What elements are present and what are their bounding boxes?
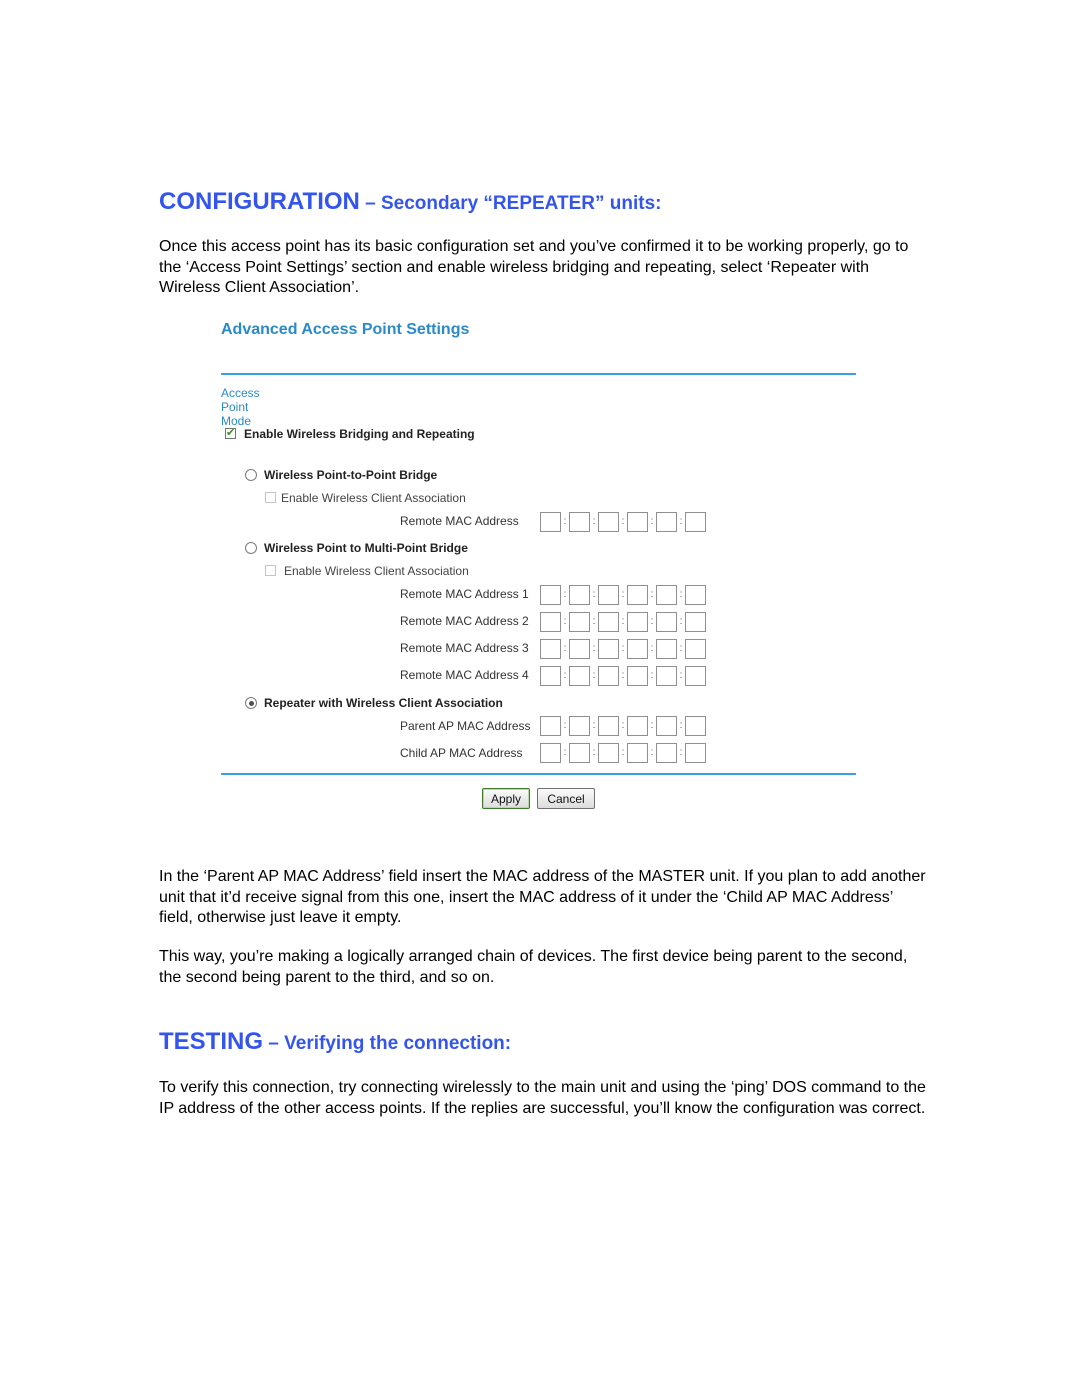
- heading-main: CONFIGURATION: [159, 188, 360, 215]
- p2p-client-assoc-checkbox[interactable]: [265, 492, 276, 503]
- testing-paragraph: To verify this connection, try connecting wirelessly to the main unit and using the ‘ping’ DOS command to the IP address of the other access points. If the replies are successful, you’ll know the configuration was correct.: [159, 1079, 926, 1117]
- testing-heading-sub: – Verifying the connection:: [263, 1033, 512, 1054]
- parent-ap-mac-input[interactable]: : : : : :: [540, 715, 710, 737]
- heading-sub: – Secondary “REPEATER” units:: [359, 193, 662, 214]
- enable-bridging-checkbox[interactable]: [225, 428, 236, 439]
- cancel-button[interactable]: Cancel: [537, 788, 595, 809]
- remote-mac-4-label: Remote MAC Address 4: [400, 668, 529, 682]
- p2mp-client-assoc-checkbox[interactable]: [265, 565, 276, 576]
- configuration-heading: [159, 188, 661, 216]
- child-ap-mac-label: Child AP MAC Address: [400, 746, 523, 760]
- parent-ap-mac-label: Parent AP MAC Address: [400, 719, 531, 733]
- enable-bridging-label: Enable Wireless Bridging and Repeating: [244, 427, 475, 441]
- remote-mac-3-input[interactable]: : : : : :: [540, 638, 710, 660]
- remote-mac-1-label: Remote MAC Address 1: [400, 587, 529, 601]
- repeater-radio[interactable]: [245, 697, 257, 709]
- remote-mac-2-label: Remote MAC Address 2: [400, 614, 529, 628]
- p2p-remote-mac-label: Remote MAC Address: [400, 514, 519, 528]
- p2p-client-assoc-label: Enable Wireless Client Association: [281, 491, 466, 505]
- chain-paragraph: This way, you’re making a logically arranged chain of devices. The first device being parent to the second, the second being parent to the third, and so on.: [159, 948, 908, 986]
- p2p-label: Wireless Point-to-Point Bridge: [264, 468, 438, 482]
- repeater-label: Repeater with Wireless Client Association: [264, 696, 503, 710]
- remote-mac-1-input[interactable]: : : : : :: [540, 584, 710, 606]
- remote-mac-4-input[interactable]: : : : : :: [540, 665, 710, 687]
- p2mp-client-assoc-label: Enable Wireless Client Association: [284, 564, 469, 578]
- remote-mac-3-label: Remote MAC Address 3: [400, 641, 529, 655]
- apply-button[interactable]: Apply: [482, 788, 530, 809]
- bottom-divider: [221, 773, 856, 775]
- remote-mac-2-input[interactable]: : : : : :: [540, 611, 710, 633]
- access-point-mode-label: Access Point Mode: [221, 386, 260, 428]
- p2p-remote-mac-input[interactable]: : : : : :: [540, 511, 710, 533]
- p2mp-label: Wireless Point to Multi-Point Bridge: [264, 541, 468, 555]
- child-ap-mac-input[interactable]: : : : : :: [540, 742, 710, 764]
- parent-mac-paragraph: In the ‘Parent AP MAC Address’ field insert the MAC address of the MASTER unit. If you plan to add another unit that it’d receive signal from this one, insert the MAC address of it under the ‘Child AP MAC Address’ field, otherwise just leave it empty.: [159, 868, 926, 926]
- p2mp-radio[interactable]: [245, 542, 257, 554]
- p2p-radio[interactable]: [245, 469, 257, 481]
- intro-paragraph: Once this access point has its basic configuration set and you’ve confirmed it to be working properly, go to the ‘Access Point Settings’ section and enable wireless bridging and repeating, select ‘Repeater with Wireless Client Association’.: [159, 238, 909, 296]
- top-divider: [221, 373, 856, 375]
- panel-title: Advanced Access Point Settings: [221, 321, 470, 338]
- testing-heading: [159, 1028, 511, 1056]
- testing-heading-main: TESTING: [159, 1028, 264, 1055]
